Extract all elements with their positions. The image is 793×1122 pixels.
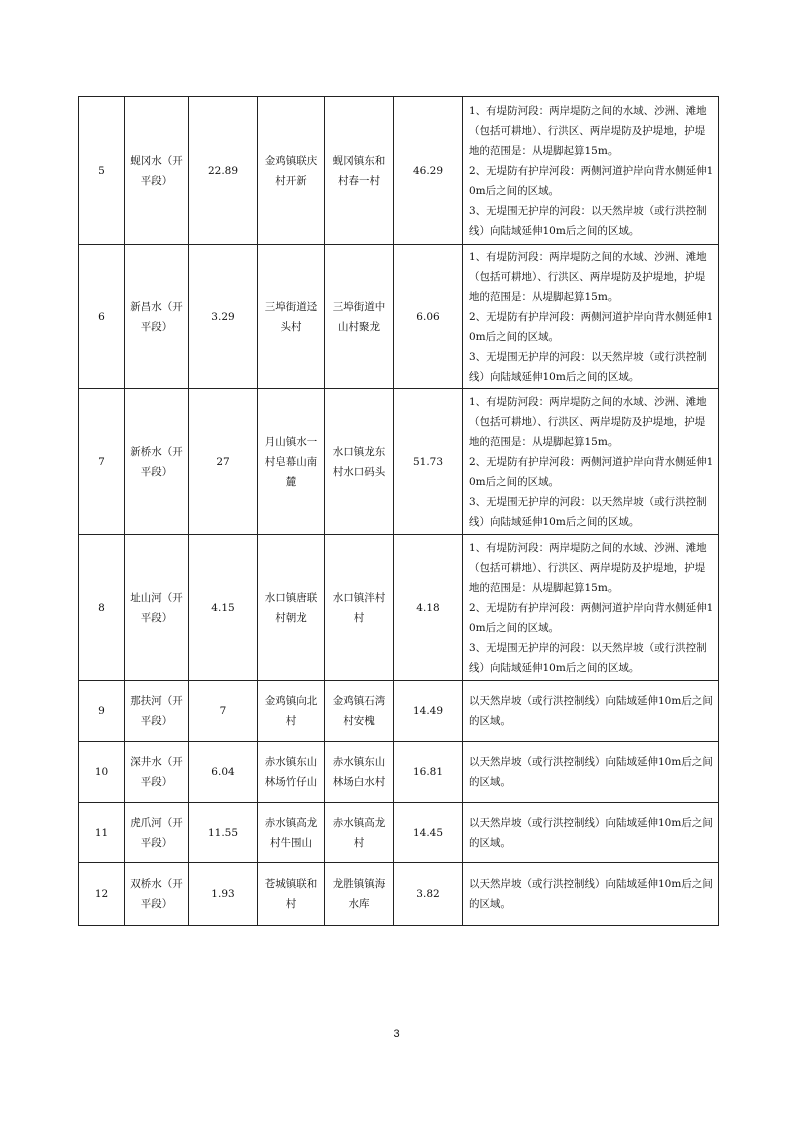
cell-end-point: 蚬冈镇东和村春一村 [325,97,394,245]
cell-river-name: 新昌水（开平段） [125,245,189,389]
cell-no: 11 [79,803,125,863]
cell-no: 9 [79,681,125,742]
cell-river-name: 虎爪河（开平段） [125,803,189,863]
cell-length: 22.89 [189,97,258,245]
cell-area: 6.06 [394,245,463,389]
river-management-table [78,96,719,926]
cell-description [463,245,719,389]
cell-end-point: 赤水镇东山林场白水村 [325,742,394,803]
cell-start-point: 赤水镇东山林场竹仔山 [258,742,325,803]
cell-no: 7 [79,389,125,535]
cell-length: 27 [189,389,258,535]
cell-description [463,803,719,863]
cell-no: 8 [79,535,125,681]
cell-end-point: 龙胜镇镇海水库 [325,863,394,926]
desc-line: 1、有堤防河段：两岸堤防之间的水域、沙洲、滩地（包括可耕地）、行洪区、两岸堤防及护堤地，护堤地的范围是：从堤脚起算15m。 [469,395,707,448]
desc-line: 2、无堤防有护岸河段：两侧河道护岸向背水侧延伸10m后之间的区域。 [469,601,714,634]
cell-no: 12 [79,863,125,926]
cell-description [463,742,719,803]
cell-length: 3.29 [189,245,258,389]
cell-end-point: 水口镇龙东村水口码头 [325,389,394,535]
desc-line: 1、有堤防河段：两岸堤防之间的水域、沙洲、滩地（包括可耕地）、行洪区、两岸堤防及护堤地，护堤地的范围是：从堤脚起算15m。 [469,104,707,157]
cell-length: 6.04 [189,742,258,803]
table-row [79,389,719,535]
table-row [79,535,719,681]
desc-line: 3、无堤围无护岸的河段：以天然岸坡（或行洪控制线）向陆域延伸10m后之间的区域。 [469,204,707,237]
cell-area: 4.18 [394,535,463,681]
desc-line: 以天然岸坡（或行洪控制线）向陆域延伸10m后之间的区域。 [469,695,713,727]
cell-river-name: 址山河（开平段） [125,535,189,681]
cell-description [463,535,719,681]
cell-river-name: 那扶河（开平段） [125,681,189,742]
table-row [79,742,719,803]
cell-area: 14.45 [394,803,463,863]
cell-description [463,97,719,245]
desc-line: 以天然岸坡（或行洪控制线）向陆域延伸10m后之间的区域。 [469,816,713,849]
cell-end-point: 三埠街道中山村聚龙 [325,245,394,389]
cell-length: 11.55 [189,803,258,863]
cell-start-point: 月山镇水一村皂幕山南麓 [258,389,325,535]
cell-river-name: 新桥水（开平段） [125,389,189,535]
cell-no: 6 [79,245,125,389]
desc-line: 3、无堤围无护岸的河段：以天然岸坡（或行洪控制线）向陆域延伸10m后之间的区域。 [469,641,707,674]
desc-line: 3、无堤围无护岸的河段：以天然岸坡（或行洪控制线）向陆域延伸10m后之间的区域。 [469,495,707,528]
cell-no: 5 [79,97,125,245]
cell-length: 4.15 [189,535,258,681]
cell-start-point: 苍城镇联和村 [258,863,325,926]
desc-line: 以天然岸坡（或行洪控制线）向陆域延伸10m后之间的区域。 [469,756,713,788]
desc-line: 以天然岸坡（或行洪控制线）向陆域延伸10m后之间的区域。 [469,878,713,910]
page-number: 3 [393,1028,400,1040]
desc-line: 2、无堤防有护岸河段：两侧河道护岸向背水侧延伸10m后之间的区域。 [469,310,714,343]
table-row [79,245,719,389]
table-row [79,863,719,926]
cell-description [463,389,719,535]
cell-start-point: 金鸡镇向北村 [258,681,325,742]
cell-end-point: 赤水镇高龙村 [325,803,394,863]
cell-start-point: 三埠街道迳头村 [258,245,325,389]
cell-area: 14.49 [394,681,463,742]
desc-line: 3、无堤围无护岸的河段：以天然岸坡（或行洪控制线）向陆域延伸10m后之间的区域。 [469,350,707,383]
cell-length: 1.93 [189,863,258,926]
cell-river-name: 双桥水（开平段） [125,863,189,926]
desc-line: 2、无堤防有护岸河段：两侧河道护岸向背水侧延伸10m后之间的区域。 [469,164,714,197]
cell-area: 46.29 [394,97,463,245]
cell-river-name: 深井水（开平段） [125,742,189,803]
cell-river-name: 蚬冈水（开平段） [125,97,189,245]
cell-description [463,863,719,926]
cell-end-point: 金鸡镇石湾村安槐 [325,681,394,742]
table-row [79,681,719,742]
desc-line: 2、无堤防有护岸河段：两侧河道护岸向背水侧延伸10m后之间的区域。 [469,455,714,488]
cell-end-point: 水口镇泮村村 [325,535,394,681]
table-row [79,97,719,245]
table-row [79,803,719,863]
desc-line: 1、有堤防河段：两岸堤防之间的水域、沙洲、滩地（包括可耕地）、行洪区、两岸堤防及护堤地，护堤地的范围是：从堤脚起算15m。 [469,250,707,303]
cell-start-point: 赤水镇高龙村牛围山 [258,803,325,863]
cell-start-point: 水口镇唐联村朝龙 [258,535,325,681]
desc-line: 1、有堤防河段：两岸堤防之间的水域、沙洲、滩地（包括可耕地）、行洪区、两岸堤防及护堤地，护堤地的范围是：从堤脚起算15m。 [469,541,707,594]
cell-description [463,681,719,742]
cell-start-point: 金鸡镇联庆村开新 [258,97,325,245]
cell-no: 10 [79,742,125,803]
cell-area: 51.73 [394,389,463,535]
cell-length: 7 [189,681,258,742]
cell-area: 16.81 [394,742,463,803]
cell-area: 3.82 [394,863,463,926]
